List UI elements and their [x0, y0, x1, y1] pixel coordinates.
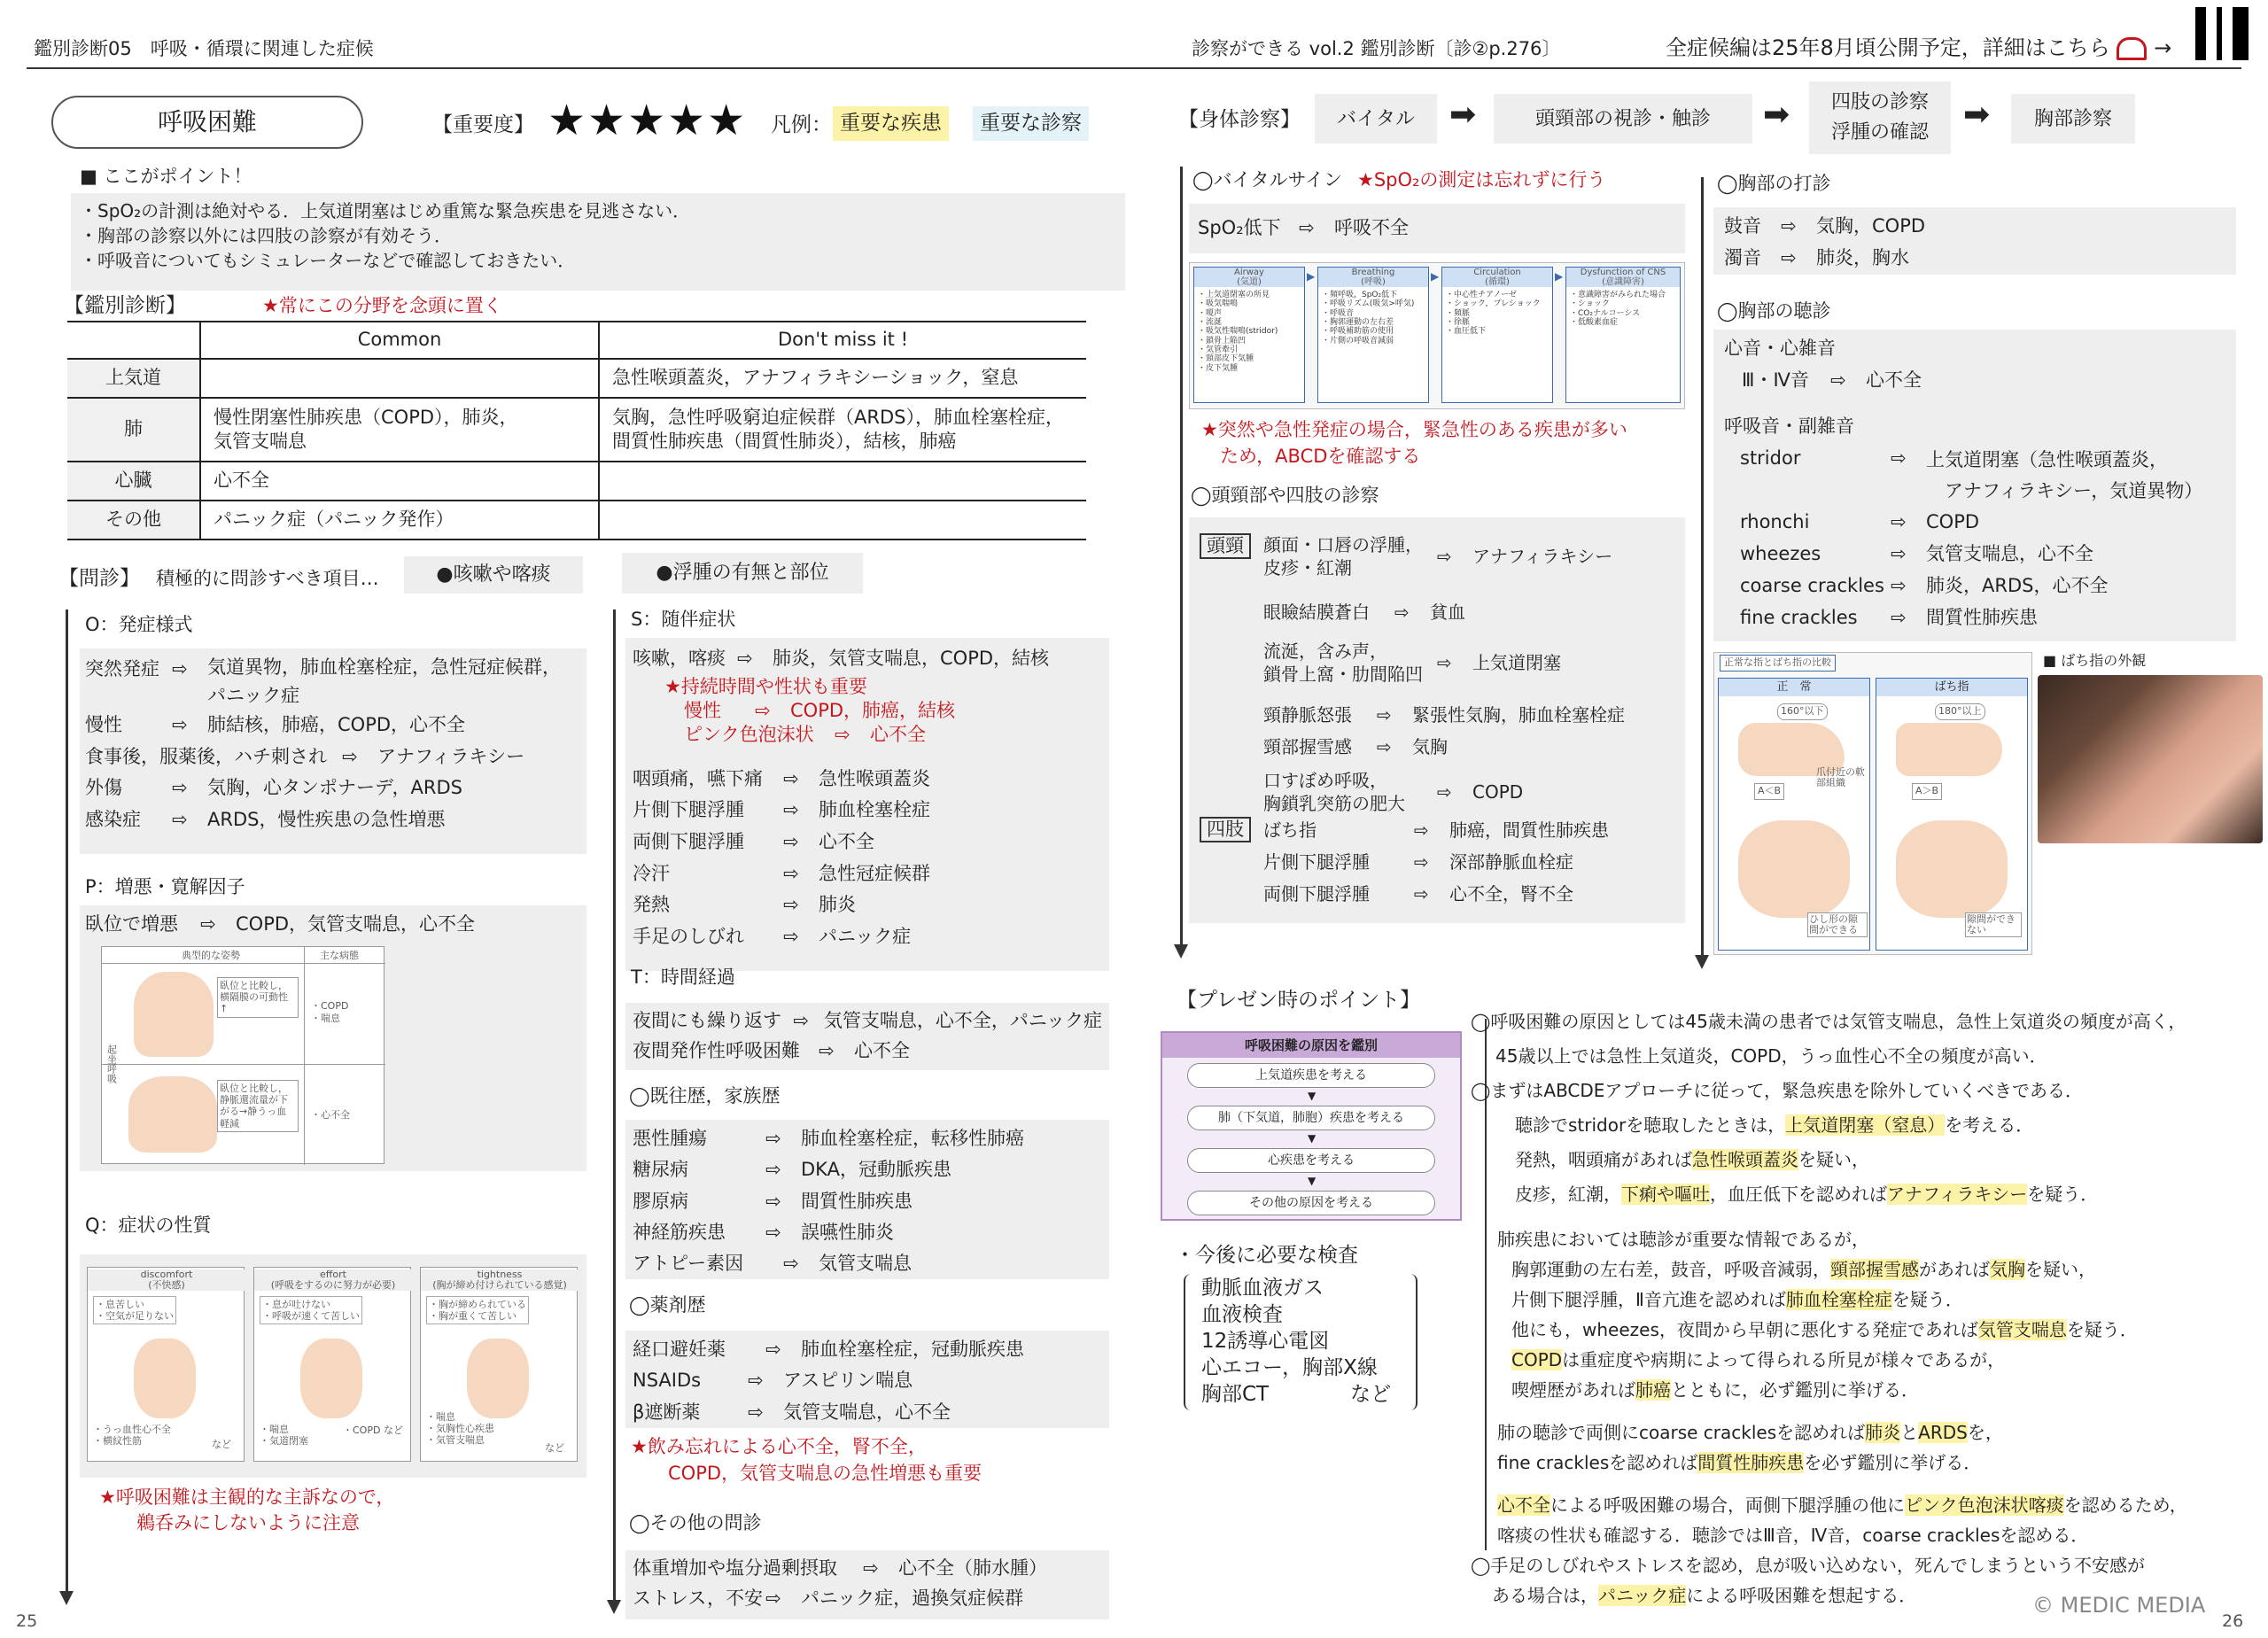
col-common: Common	[200, 322, 599, 359]
list-item: wheezes ⇨ 気管支喘息，心不全	[1740, 543, 2093, 564]
presentation-step: 心疾患を考える	[1187, 1148, 1435, 1173]
flow-step-vital: バイタル	[1315, 94, 1437, 144]
arrow-down-icon	[59, 1591, 74, 1605]
drug-heading: ◯薬剤歴	[629, 1294, 706, 1316]
ddx-table	[67, 321, 1086, 540]
list-item: fine crackles ⇨ 間質性肺疾患	[1740, 607, 2038, 628]
list-item: SpO₂低下 ⇨ 呼吸不全	[1198, 217, 1409, 238]
other-box	[625, 1550, 1109, 1619]
points-heading: ■ ここがポイント！	[80, 166, 252, 187]
vital-heading: ◯バイタルサイン	[1192, 169, 1343, 190]
note-line: ◯まずはABCDEアプローチに従って，緊急疾患を除外していくべきである．	[1471, 1080, 2084, 1101]
list-item: 心エコー，胸部X線	[1201, 1355, 1378, 1379]
note-line: ある場合は，パニック症による呼吸困難を想起する．	[1492, 1585, 1917, 1606]
ausc-heading: ◯胸部の聴診	[1717, 300, 1831, 322]
importance-stars: ★★★★★	[548, 96, 748, 145]
list-item: 口すぼめ呼吸， 胸鎖乳突筋の肥大 ⇨ COPD	[1263, 770, 1524, 814]
list-item: ばち指 ⇨ 肺癌，間質性肺疾患	[1263, 819, 1609, 841]
book-icon	[2117, 37, 2147, 60]
hn-heading: ◯頭頸部や四肢の診察	[1191, 485, 1379, 506]
list-item: coarse crackles ⇨ 肺炎，ARDS，心不全	[1740, 575, 2109, 596]
abcd-figure	[1189, 262, 1685, 409]
ddx-note: ★常にこの分野を念頭に置く	[262, 295, 502, 316]
list-item: ピンク色泡沫状 ⇨ 心不全	[684, 724, 926, 746]
table-row: その他 パニック症（パニック発作）	[67, 501, 1086, 540]
list-item: 感染症 ⇨ ARDS，慢性疾患の急性増悪	[85, 809, 446, 831]
list-item: 発熱 ⇨ 肺炎	[633, 894, 856, 916]
q-box	[80, 1254, 586, 1478]
point-item: ・SpO₂の計測は絶対やる．上気道閉塞はじめ重篤な緊急疾患を見逃さない．	[80, 200, 691, 221]
list-item: 顔面・口唇の浮腫， 皮疹・紅潮 ⇨ アナフィラキシー	[1263, 534, 1613, 578]
drug-note: ★飲み忘れによる心不全，腎不全， COPD，気管支喘息の急性増悪も重要	[631, 1436, 983, 1485]
hn-box	[1189, 517, 1685, 923]
person-reclining-icon	[128, 1076, 217, 1153]
pmh-heading: ◯既往歴，家族歴	[629, 1085, 781, 1106]
person-distress-icon	[134, 1339, 196, 1418]
list-item: 慢性 ⇨ COPD，肺癌，結核	[684, 699, 956, 721]
col-dontmiss: Don't miss it !	[599, 322, 1086, 359]
t-box	[625, 1003, 1109, 1070]
list-item: 血液検査	[1201, 1302, 1283, 1326]
point-item: ・呼吸音についてもシミュレーターなどで確認しておきたい．	[80, 250, 576, 271]
legend-label: 凡例：	[771, 113, 832, 136]
note-line: 45歳以上では急性上気道炎，COPD，うっ血性心不全の頻度が高い．	[1495, 1045, 2047, 1067]
orthopnea-figure: 典型的な姿勢 主な病態 起坐呼吸 臥位と比較し，横隔膜の可動性↑ ・COPD ・喘息 臥位と比較し，静脈還流量が下がる→静うっ血軽減 ・心不全	[101, 946, 384, 1164]
list-item: 鼓音 ⇨ 気胸，COPD	[1724, 215, 1926, 237]
history-lead: 積極的に問診すべき項目…	[156, 568, 379, 589]
history-tag-edema: ●浮腫の有無と部位	[622, 553, 863, 594]
list-item: 外傷 ⇨ 気胸，心タンポナーデ，ARDS	[85, 777, 462, 799]
qr-code-icon[interactable]	[2195, 7, 2249, 60]
presentation-step: 上気道疾患を考える	[1187, 1063, 1435, 1088]
flow-step-headneck: 頭頸部の視診・触診	[1494, 94, 1752, 144]
list-item: 頸静脈怒張 ⇨ 緊張性気胸，肺血栓塞栓症	[1263, 704, 1625, 726]
note-line: 発熱，咽頭痛があれば急性喉頭蓋炎を疑い，	[1515, 1149, 1869, 1170]
points-box	[71, 193, 1125, 291]
arrow-right-icon: ▶	[1307, 270, 1316, 283]
abcd-card-cns: Dysfunction of CNS (意識障害) ・意識障害がみられた場合 ・ショック ・CO₂ナルコーシス ・低酸素血症	[1565, 267, 1681, 403]
hands-normal-icon	[1738, 820, 1850, 918]
history-heading: 【問診】	[58, 567, 140, 590]
list-item: 突然発症 ⇨ 気道異物，肺血栓塞栓症，急性冠症候群， パニック症	[85, 656, 561, 706]
exam-heading: 【身体診察】	[1178, 108, 1301, 131]
person-distress-icon	[467, 1339, 529, 1418]
table-row: 上気道 急性喉頭蓋炎，アナフィラキシーショック，窒息	[67, 359, 1086, 398]
list-item: 夜間にも繰り返す ⇨ 気管支喘息，心不全，パニック症	[633, 1010, 1102, 1031]
note-line: ◯手足のしびれやストレスを認め，息が吸い込めない，死んでしまうという不安感が	[1471, 1555, 2145, 1576]
drug-box	[625, 1331, 1109, 1428]
finger-clubbed-icon	[1896, 723, 2002, 776]
note-line: 肺の聴診で両側にcoarse cracklesを認めれば肺炎とARDSを，	[1497, 1422, 2003, 1443]
breath-heading: 呼吸音・副雑音	[1724, 415, 1854, 437]
exam-left-line	[1180, 167, 1183, 946]
header-left: 鑑別診断05 呼吸・循環に関連した症候	[34, 38, 374, 59]
list-item: 夜間発作性呼吸困難 ⇨ 心不全	[633, 1039, 910, 1061]
list-item: 片側下腿浮腫 ⇨ 肺血栓塞栓症	[633, 799, 930, 821]
abcd-card-airway: Airway (気道) ・上気道閉塞の所見 ・吸気喘鳴 ・嗄声 ・流涎 ・吸気性喘鳴(stridor) ・鎖骨上陥凹 ・気管牽引 ・頸部皮下気腫 ・皮下気腫	[1193, 267, 1305, 403]
flow-step-chest: 胸部診察	[2011, 94, 2135, 144]
list-item: 経口避妊薬 ⇨ 肺血栓塞栓症，冠動脈疾患	[633, 1339, 1024, 1360]
o-box	[80, 648, 586, 854]
note-line: 片側下腿浮腫，Ⅱ音亢進を認めれば肺血栓塞栓症を疑う．	[1511, 1289, 1963, 1310]
dyspnea-type-card: effort (呼吸をするのに努力が必要) ・息が吐けない ・呼吸が速くて苦しい ・喘息 ・気道閉塞 ・COPD など	[253, 1267, 411, 1462]
legend-disease: 重要な疾患	[833, 106, 949, 141]
clubbing-figure: 正常な指とばち指の比較 正 常 160°以下 A＜B 爪付近の軟部組織 ひし形の隙間ができる ばち指 180°以上 A＞B 隙間ができない	[1713, 652, 2032, 955]
table-row: 心臓 心不全	[67, 462, 1086, 501]
arrow-right-icon: ➡	[1763, 97, 1790, 133]
tag-limb: 四肢	[1200, 817, 1251, 842]
o-heading: O：発症様式	[85, 614, 193, 635]
ddx-heading: 【鑑別診断】	[64, 294, 186, 317]
page-title: 呼吸困難	[51, 96, 363, 149]
list-item: rhonchi ⇨ COPD	[1740, 511, 1980, 532]
list-item: アトピー素因 ⇨ 気管支喘息	[633, 1253, 912, 1275]
arrow-down-icon	[1695, 955, 1709, 969]
arrow-right-icon: ▶	[1555, 270, 1564, 283]
note-line: 喀痰の性状も確認する．聴診ではⅢ音，Ⅳ音，coarse cracklesを認める．	[1497, 1525, 2089, 1546]
clubbed-finger-photo	[2038, 675, 2263, 843]
list-item: Ⅲ・Ⅳ音 ⇨ 心不全	[1742, 369, 1922, 391]
list-item: 咽頭痛，嚥下痛 ⇨ 急性喉頭蓋炎	[633, 767, 930, 789]
header-right[interactable]	[1666, 32, 2171, 64]
importance-label: 【重要度】	[432, 113, 534, 136]
q-note: ★呼吸困難は主観的な主訴なので， 鵜呑みにしないように注意	[99, 1487, 395, 1534]
arrow-right-icon: ➡	[1963, 97, 1991, 133]
list-item: 濁音 ⇨ 肺炎，胸水	[1724, 246, 1909, 268]
ausc-box	[1713, 330, 2236, 641]
person-sitting-icon	[134, 972, 214, 1057]
heart-heading: 心音・心雑音	[1724, 338, 1836, 359]
page-number-right: 26	[2222, 1611, 2244, 1631]
s-heading: S：随伴症状	[631, 609, 736, 630]
tests-list	[1201, 1276, 1391, 1408]
q-heading: Q：症状の性質	[85, 1215, 212, 1236]
table-row: 肺 慢性閉塞性肺疾患（COPD），肺炎， 気管支喘息 気胸，急性呼吸窮迫症候群（ARDS），肺血栓塞栓症， 間質性肺疾患（間質性肺炎），結核，肺癌	[67, 398, 1086, 462]
flow-step-limbs: 四肢の診察 浮腫の確認	[1809, 82, 1951, 154]
perc-heading: ◯胸部の打診	[1717, 173, 1831, 194]
list-item: 食事後，服薬後，ハチ刺され ⇨ アナフィラキシー	[85, 745, 525, 767]
note-line: 他にも，wheezes，夜間から早朝に悪化する発症であれば気管支喘息を疑う．	[1511, 1319, 2138, 1340]
person-distress-icon	[300, 1339, 362, 1418]
perc-box	[1713, 207, 2236, 275]
header-rule	[27, 67, 2241, 69]
t-heading: T：時間経過	[631, 966, 735, 988]
note-line: 心不全による呼吸困難の場合，両側下腿浮腫の他にピンク色泡沫状喀痰を認めるため，	[1497, 1494, 2187, 1516]
tag-head: 頭頸	[1200, 533, 1251, 559]
list-item: 片側下腿浮腫 ⇨ 深部静脈血栓症	[1263, 851, 1573, 873]
list-item: ストレス，不安 ⇨ パニック症，過換気症候群	[633, 1587, 1024, 1609]
list-item: 流涎，含み声， 鎖骨上窩・肋間陥凹 ⇨ 上気道閉塞	[1263, 640, 1561, 685]
presentation-heading: 【プレゼン時のポイント】	[1177, 989, 1421, 1012]
list-item: 慢性 ⇨ 肺結核，肺癌，COPD，心不全	[85, 714, 466, 735]
list-item: 体重増加や塩分過剰摂取 ⇨ 心不全（肺水腫）	[633, 1557, 1047, 1579]
list-item: 神経筋疾患 ⇨ 誤嚥性肺炎	[633, 1221, 894, 1243]
list-item: 12誘導心電図	[1201, 1329, 1330, 1353]
list-item: 悪性腫瘍 ⇨ 肺血栓塞栓症，転移性肺癌	[633, 1128, 1024, 1149]
list-item: 動脈血液ガス	[1201, 1277, 1324, 1300]
list-item: 手足のしびれ ⇨ パニック症	[633, 926, 912, 948]
list-item: 咳嗽，喀痰 ⇨ 肺炎，気管支喘息，COPD，結核	[633, 648, 1050, 669]
arrow-right-icon: ➡	[1449, 97, 1477, 133]
notes-block	[1471, 1005, 2250, 1611]
arrow-down-icon	[1174, 944, 1188, 959]
legend-exam: 重要な診察	[973, 106, 1089, 141]
abcd-card-circulation: Circulation (循環) ・中心性チアノーゼ ・ショック，プレショック ・頻脈 ・徐脈 ・血圧低下	[1441, 267, 1553, 403]
list-item: 膠原病 ⇨ 間質性肺疾患	[633, 1190, 913, 1212]
header-arrow: →	[2154, 35, 2172, 60]
presentation-step: 肺（下気道，肺胞）疾患を考える	[1187, 1106, 1435, 1130]
note-line: COPDは重症度や病期によって得られる所見が様々であるが，	[1511, 1349, 2006, 1370]
page-number-left: 25	[16, 1611, 38, 1631]
list-item: 胸部CT など	[1201, 1382, 1392, 1406]
ddx-table-wrap	[67, 321, 1086, 540]
p-box	[80, 905, 586, 1171]
list-item: 眼瞼結膜蒼白 ⇨ 貧血	[1263, 602, 1465, 623]
note-line: 聴診でstridorを聴取したときは，上気道閉塞（窒息）を考える．	[1515, 1114, 2034, 1136]
arrow-down-icon	[607, 1600, 621, 1614]
note-line: 肺疾患においては聴診が重要な情報であるが，	[1497, 1229, 1869, 1250]
history-left-line	[66, 609, 68, 1593]
vital-box	[1189, 204, 1685, 253]
tests-heading: ・今後に必要な検査	[1175, 1244, 1358, 1267]
presentation-flow-box: 呼吸困難の原因を鑑別 上気道疾患を考える ▼ 肺（下気道，肺胞）疾患を考える ▼ 心疾患を考える ▼ その他の原因を考える	[1161, 1031, 1462, 1221]
note-line: ◯呼吸困難の原因としては45歳未満の患者では気管支喘息，急性上気道炎の頻度が高く，	[1471, 1011, 2186, 1032]
list-item: β遮断薬 ⇨ 気管支喘息，心不全	[633, 1401, 951, 1423]
header-right-text: 全症候編は25年8月頃公開予定，詳細はこちら	[1666, 35, 2110, 60]
note-line: 皮疹，紅潮，下痢や嘔吐，血圧低下を認めればアナフィラキシーを疑う．	[1515, 1184, 2099, 1205]
arrow-right-icon: ▶	[1431, 270, 1440, 283]
other-heading: ◯その他の問診	[629, 1512, 762, 1533]
list-item: 頸部握雪感 ⇨ 気胸	[1263, 736, 1448, 757]
dyspnea-type-card: discomfort (不快感) ・息苦しい ・空気が足りない ・うっ血性心不全 ・横紋性筋 など	[87, 1267, 245, 1462]
copyright: © MEDIC MEDIA	[2032, 1593, 2206, 1618]
exam-right-line	[1701, 177, 1704, 957]
list-item: stridor ⇨ 上気道閉塞（急性喉頭蓋炎， アナフィラキシー，気道異物）	[1740, 447, 2203, 501]
history-right-line	[613, 609, 616, 1602]
note-line: 喫煙歴があれば肺癌とともに，必ず鑑別に挙げる．	[1511, 1379, 1919, 1401]
note-line: 胸郭運動の左右差，鼓音，呼吸音減弱，頸部握雪感があれば気胸を疑い，	[1511, 1259, 2096, 1280]
point-item: ・胸部の診察以外には四肢の診察が有効そう．	[80, 225, 452, 246]
list-item: 糖尿病 ⇨ DKA，冠動脈疾患	[633, 1159, 951, 1181]
abcd-card-breathing: Breathing (呼吸) ・頻呼吸，SpO₂低下 ・呼吸リズム(吸気>呼気) ・呼吸音 ・胸郭運動の左右差 ・呼吸補助筋の使用 ・片側の呼吸音減弱	[1317, 267, 1429, 403]
s-box	[625, 638, 1109, 971]
note-line: fine cracklesを認めれば間質性肺疾患を必ず鑑別に挙げる．	[1497, 1452, 1982, 1473]
club-photo-label: ■ ばち指の外観	[2043, 652, 2147, 669]
abcd-note: ★突然や急性発症の場合，緊急性のある疾患が多い ため，ABCDを確認する	[1201, 419, 1627, 468]
history-tag-cough: ●咳嗽や喀痰	[404, 556, 583, 594]
hands-clubbed-icon	[1896, 820, 2008, 918]
list-item: 臥位で増悪 ⇨ COPD，気管支喘息，心不全	[85, 913, 476, 935]
pmh-box	[625, 1120, 1109, 1279]
vital-note: ★SpO₂の測定は忘れずに行う	[1357, 169, 1606, 190]
list-item: 両側下腿浮腫 ⇨ 心不全	[633, 830, 874, 852]
list-item: 両側下腿浮腫 ⇨ 心不全，腎不全	[1263, 883, 1573, 904]
header-center: 診察ができる vol.2 鑑別診断〔診②p.276〕	[1192, 38, 1561, 59]
list-item: NSAIDs ⇨ アスピリン喘息	[633, 1370, 913, 1392]
dyspnea-type-card: tightness (胸が締め付けられている感覚) ・胸が締められている ・胸が重くて苦しい ・喘息 ・気胸性心疾患 ・気管支喘息 など	[420, 1267, 578, 1462]
presentation-step: その他の原因を考える	[1187, 1191, 1435, 1215]
p-heading: P：増悪・寛解因子	[85, 876, 245, 897]
s-note: ★持続時間や性状も重要	[664, 675, 867, 697]
list-item: 冷汗 ⇨ 急性冠症候群	[633, 862, 930, 884]
